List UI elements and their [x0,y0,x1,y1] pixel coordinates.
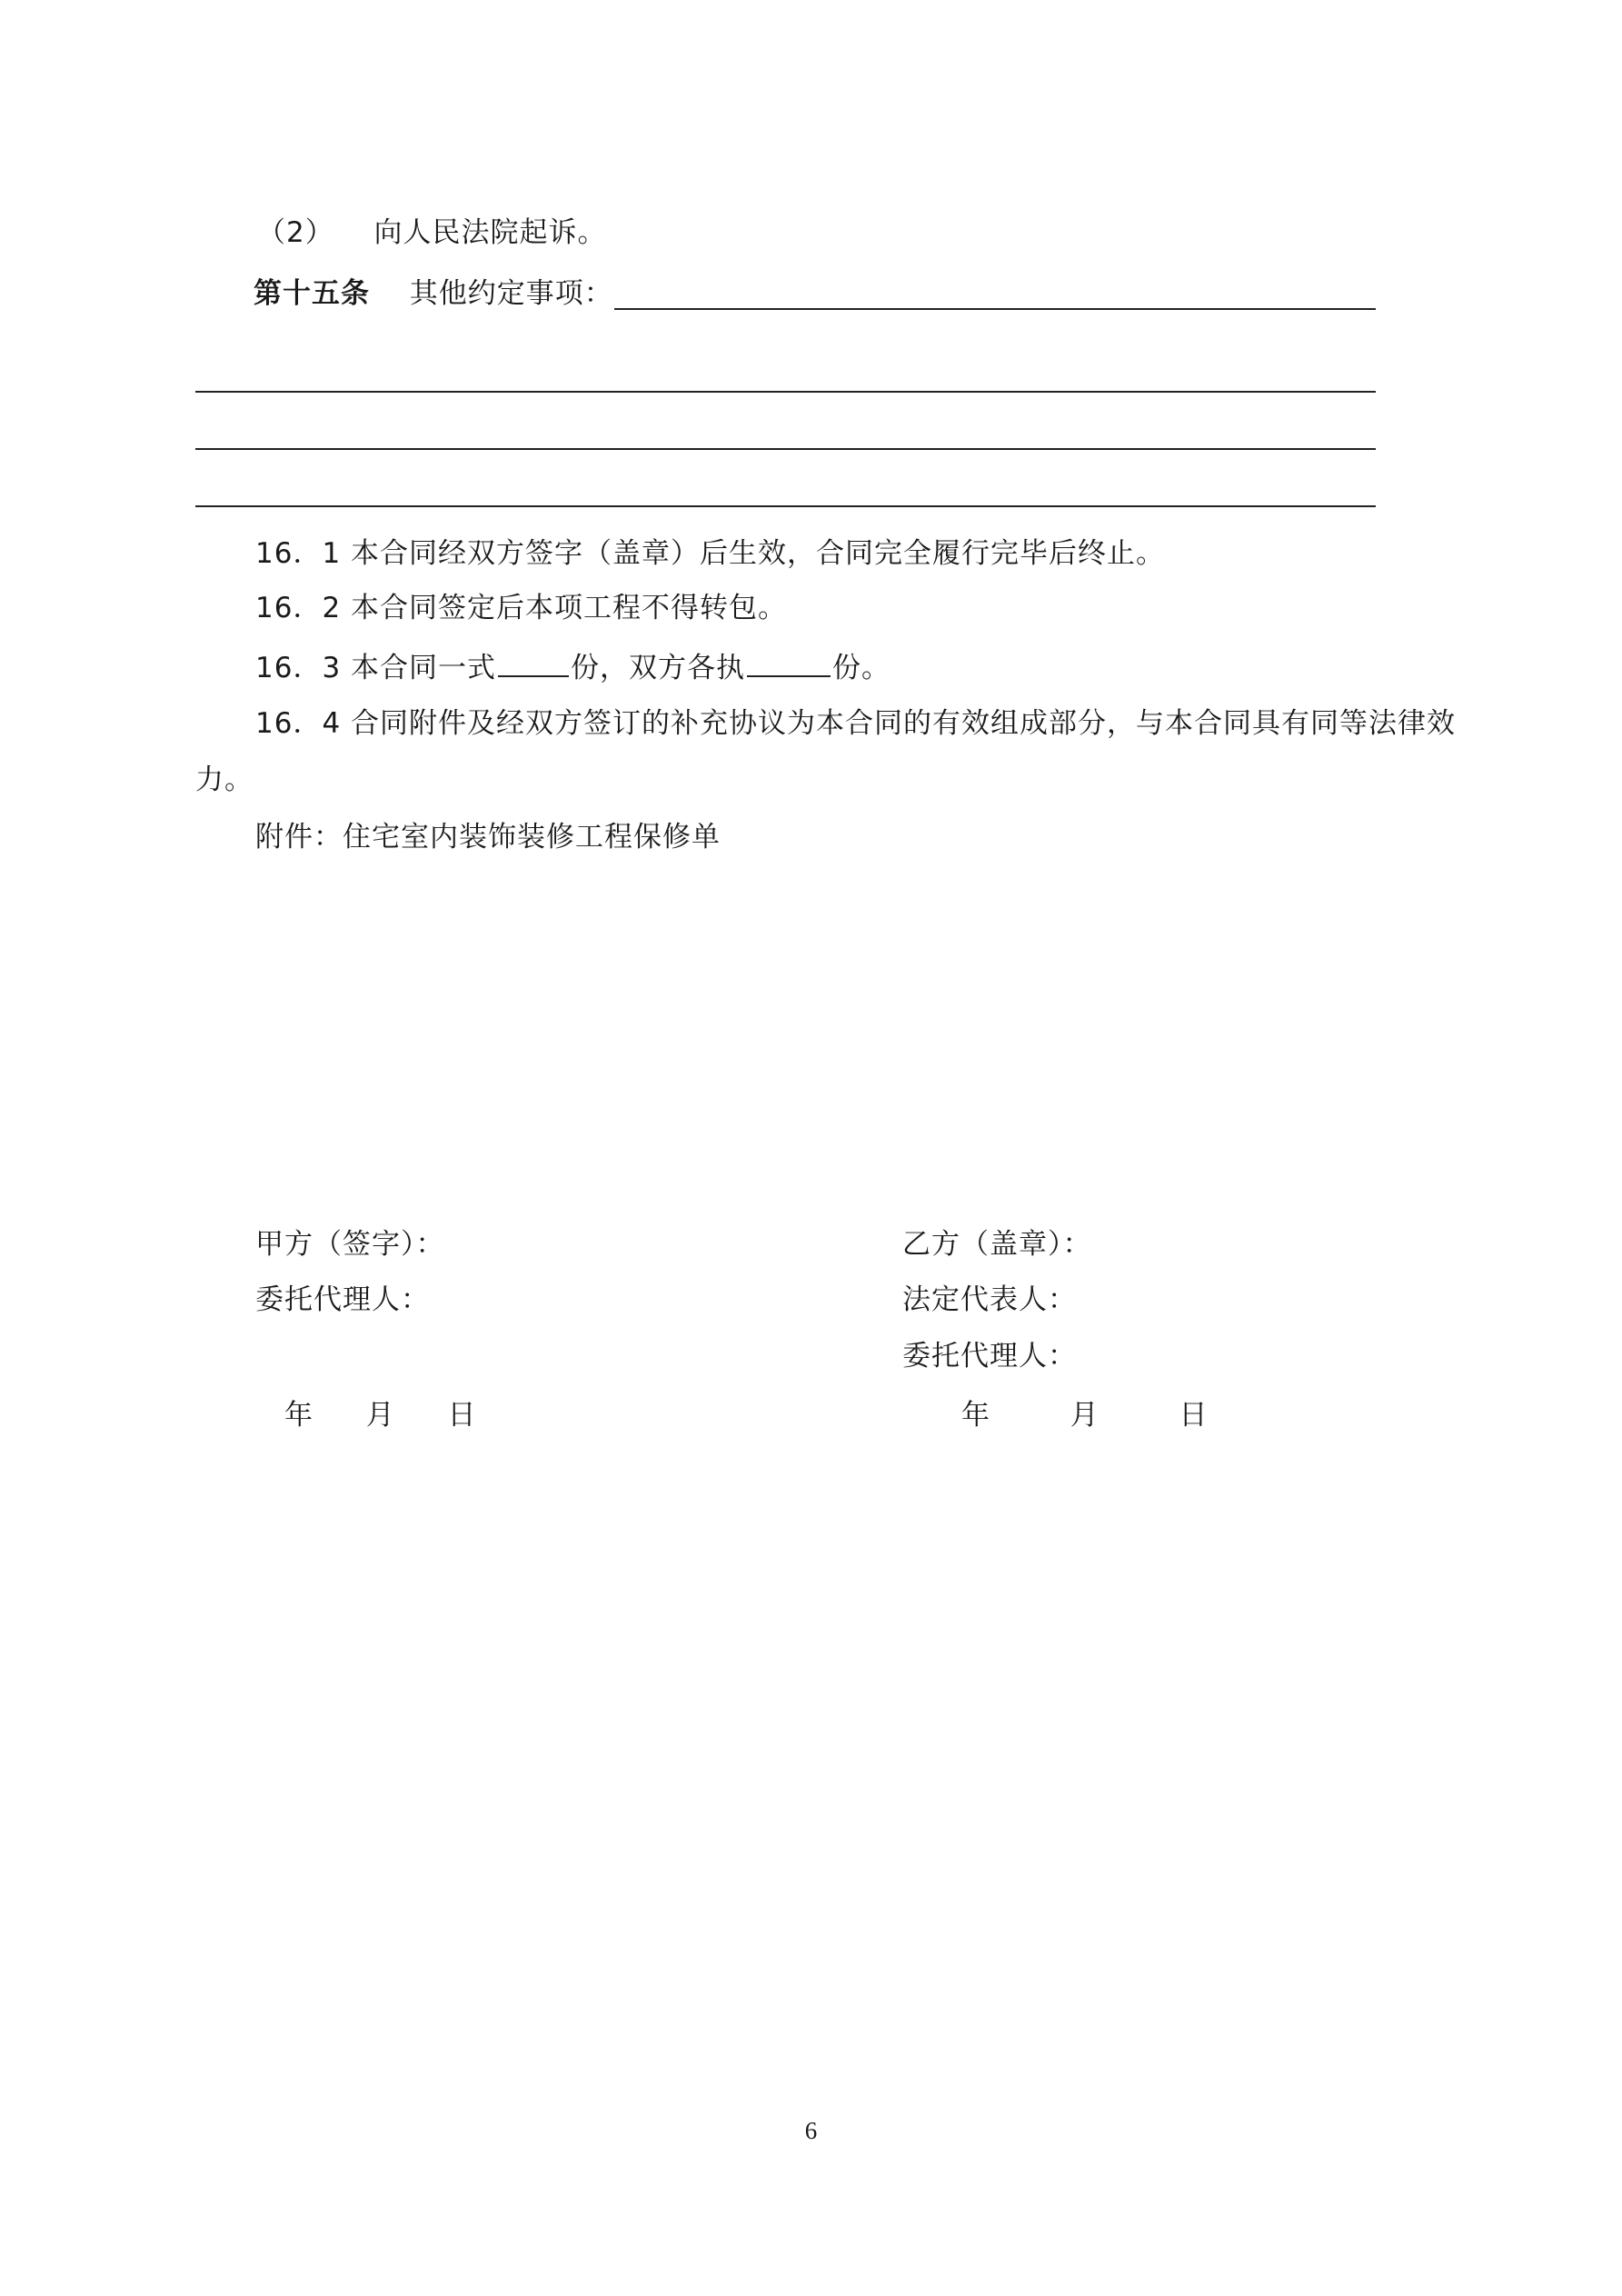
clause15-fill-line-4 [195,505,1376,507]
party-b-label [902,1226,1092,1263]
clause16-item3 [255,648,891,686]
clause16-item4-number: 16．4 [255,707,342,740]
party-b-agent [902,1338,1077,1374]
clause14-item2-number: （2） [257,216,334,249]
clause15-heading [254,275,613,312]
clause15-fill-line-2 [195,391,1376,393]
party-a-date-day: 日 [447,1399,477,1432]
clause16-item2-text: 本合同签定后本项工程不得转包。 [351,592,788,624]
clause16-item1 [255,535,1165,572]
party-a-date-month: 月 [365,1399,395,1432]
party-a-agent [255,1282,430,1318]
clause16-item2 [255,590,787,626]
party-a-label [255,1226,445,1263]
party-b-legal-rep-text: 法定代表人： [902,1283,1077,1316]
page-number: 6 [804,2117,818,2144]
clause16-item3-part1: 本合同一式 [351,652,497,684]
attachment-text: 附件：住宅室内装饰装修工程保修单 [255,821,721,854]
attachment-line [255,819,721,855]
clause16-item4 [255,705,1456,742]
copies-total-blank[interactable] [498,648,569,677]
clause16-item3-part2: 份，双方各执 [571,652,746,684]
party-a-date [284,1397,476,1433]
clause15-label: 其他约定事项： [409,277,613,310]
clause14-item2-text: 向人民法院起诉。 [373,216,607,249]
party-a-agent-text: 委托代理人： [255,1283,430,1316]
clause16-item4-line2: 力。 [195,764,254,796]
party-a-label-text: 甲方（签字）： [255,1228,445,1261]
clause16-item1-number: 16．1 [255,537,342,570]
clause16-item4-line1: 合同附件及经双方签订的补充协议为本合同的有效组成部分，与本合同具有同等法律效 [351,707,1457,740]
clause16-item3-part3: 份。 [832,652,891,684]
clause15-fill-line-1 [614,308,1376,310]
copies-each-blank[interactable] [747,648,831,677]
clause15-title: 第十五条 [254,277,370,310]
party-b-date-month: 月 [1070,1399,1100,1432]
clause14-item2 [257,215,606,251]
party-b-label-text: 乙方（盖章）： [902,1228,1092,1261]
party-b-date-day: 日 [1179,1399,1209,1432]
party-b-legal-rep [902,1282,1077,1318]
clause16-item2-number: 16．2 [255,592,342,624]
clause16-item3-number: 16．3 [255,652,342,684]
clause15-fill-line-3 [195,448,1376,450]
party-b-date [961,1397,1208,1433]
clause16-item4-continuation [195,762,254,798]
party-b-date-year: 年 [961,1399,990,1432]
party-a-date-year: 年 [284,1399,313,1432]
clause16-item1-text: 本合同经双方签字（盖章）后生效，合同完全履行完毕后终止。 [351,537,1166,570]
party-b-agent-text: 委托代理人： [902,1340,1077,1373]
